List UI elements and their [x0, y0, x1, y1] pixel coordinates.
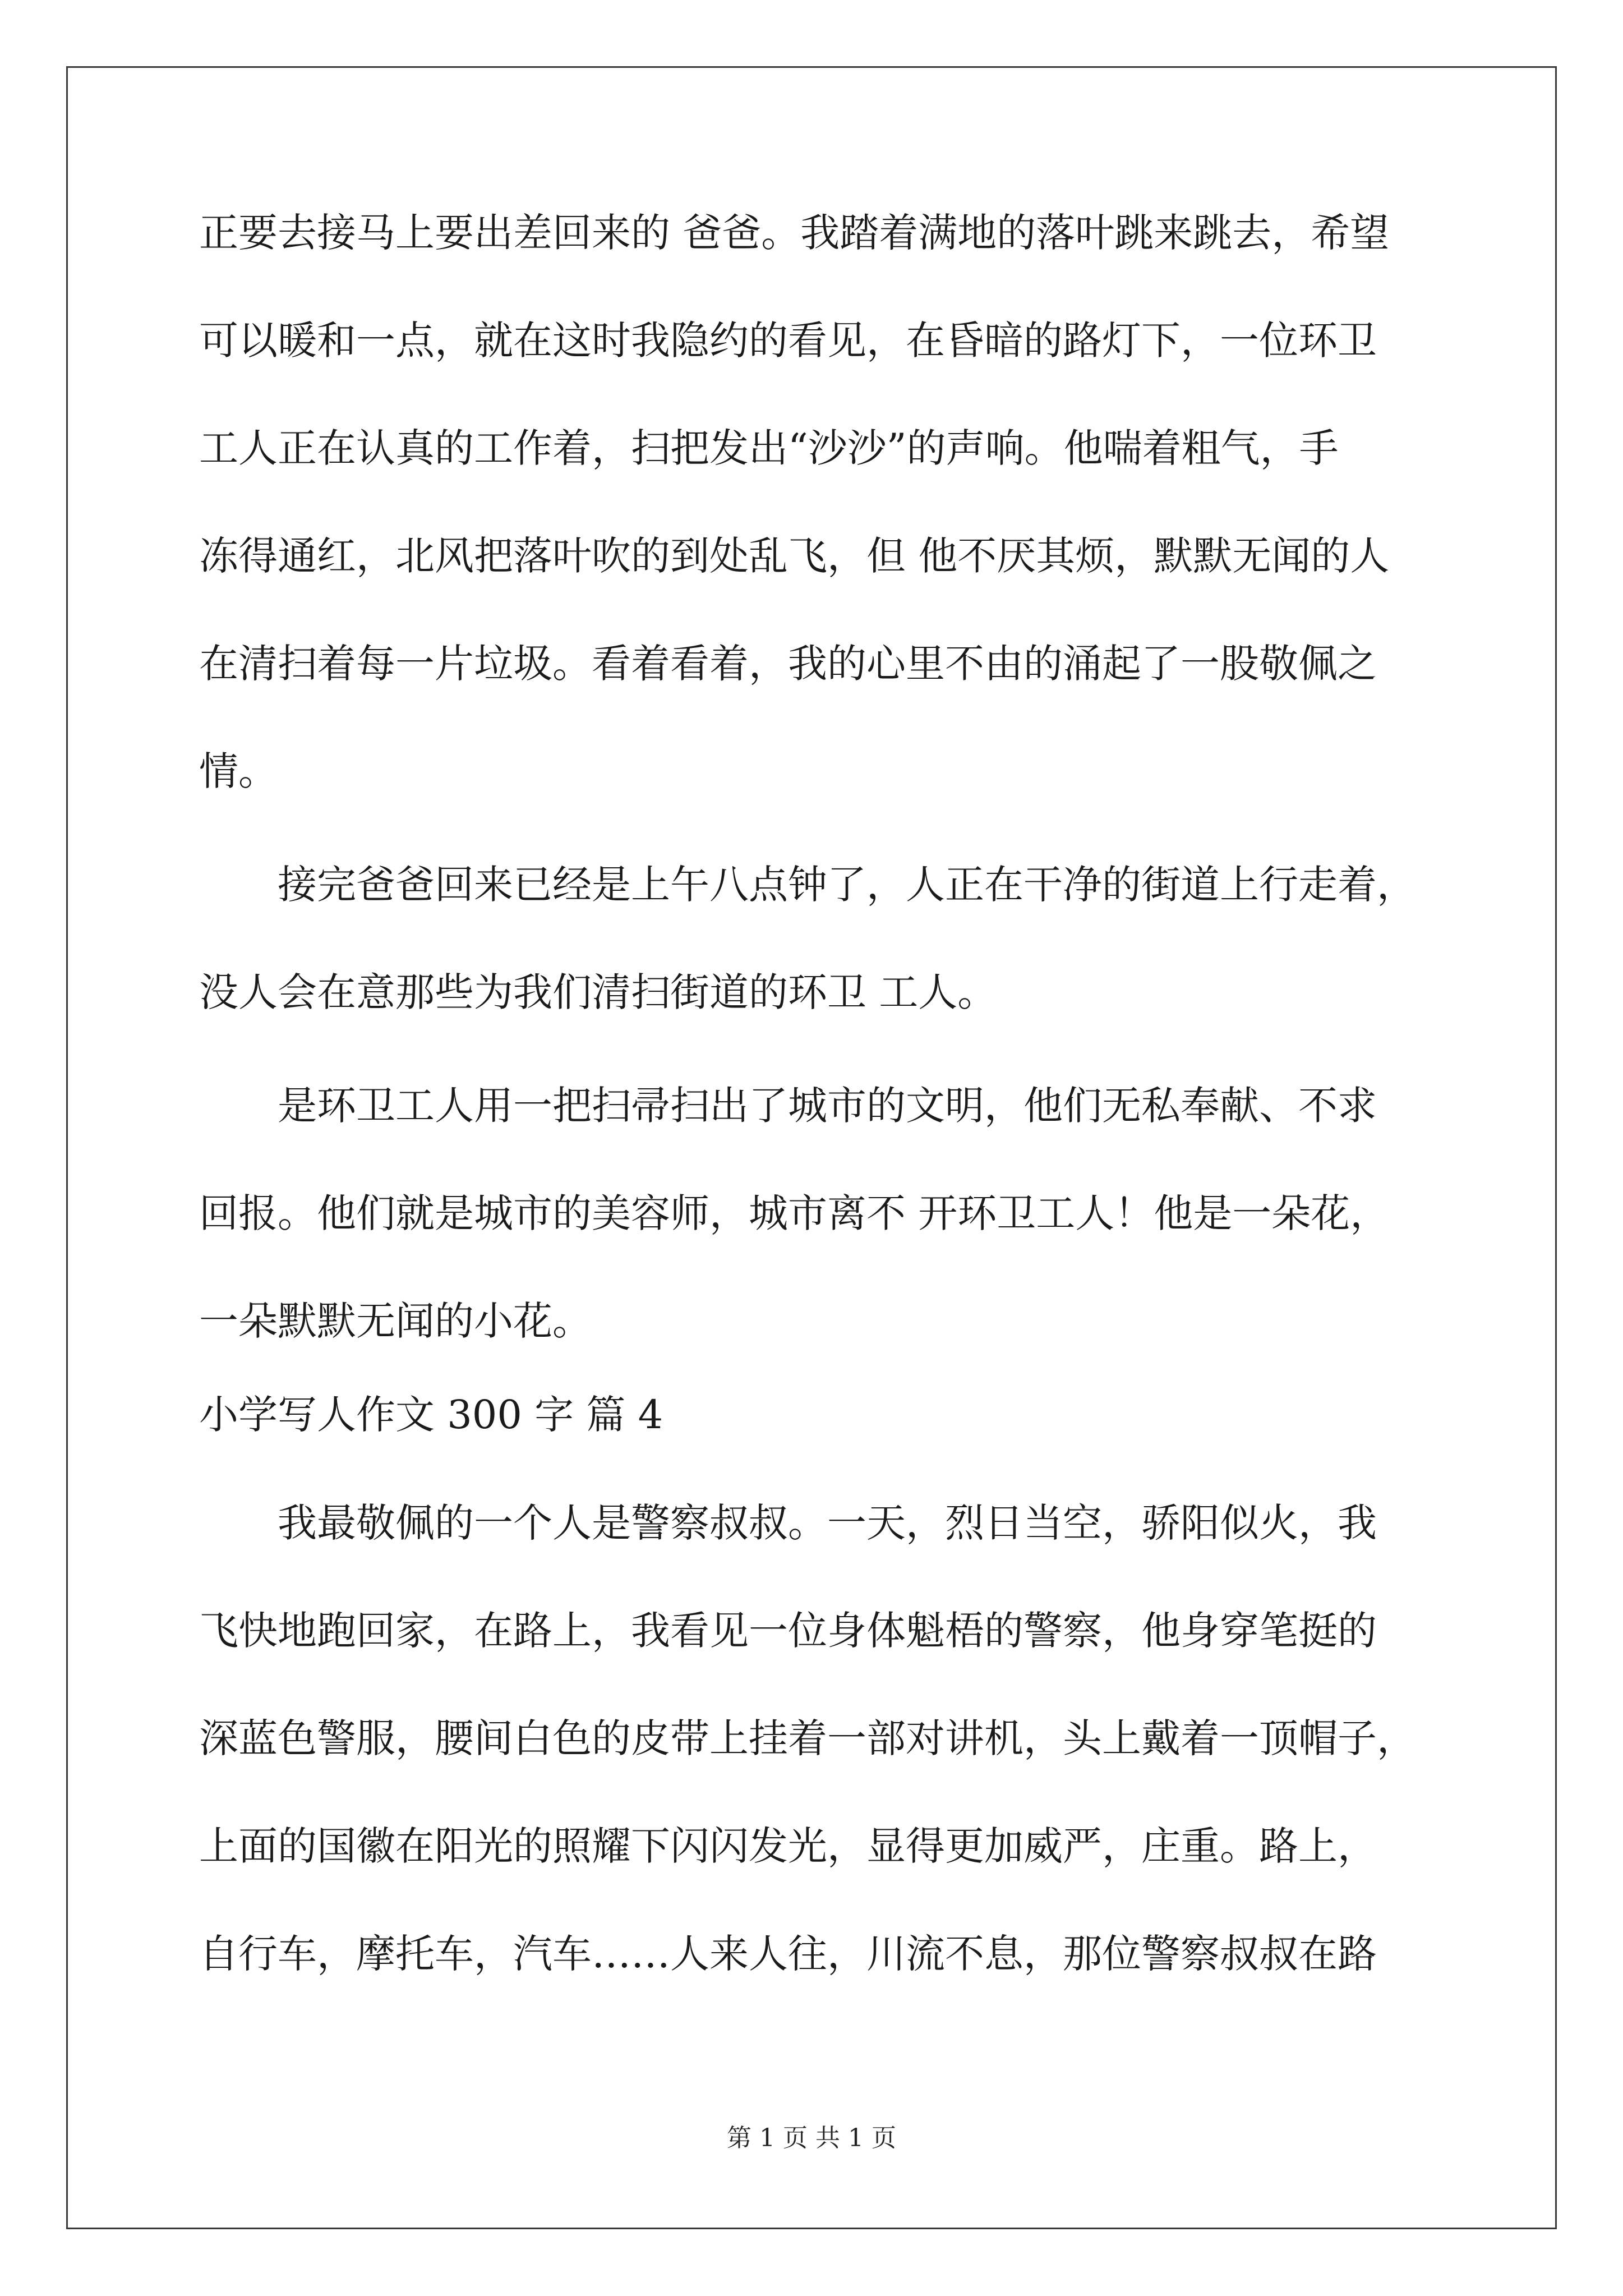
text-line: 接完爸爸回来已经是上午八点钟了，人正在干净的街道上行走着，	[199, 862, 1416, 908]
text-line: 飞快地跑回家，在路上，我看见一位身体魁梧的警察，他身穿笔挺的	[199, 1608, 1377, 1654]
text-line: 可以暖和一点，就在这时我隐约的看见，在昏暗的路灯下，一位环卫	[199, 318, 1377, 364]
text-line: 是环卫工人用一把扫帚扫出了城市的文明，他们无私奉献、不求	[199, 1083, 1377, 1129]
text-line: 一朵默默无闻的小花。	[199, 1298, 592, 1344]
text-line: 情。	[199, 748, 278, 794]
text-line: 自行车，摩托车，汽车……人来人往，川流不息，那位警察叔叔在路	[199, 1931, 1377, 1977]
text-line: 没人会在意那些为我们清扫街道的环卫 工人。	[199, 969, 997, 1015]
text-line: 正要去接马上要出差回来的 爸爸。我踏着满地的落叶跳来跳去，希望	[199, 210, 1390, 256]
text-line: 深蓝色警服，腰间白色的皮带上挂着一部对讲机，头上戴着一顶帽子，	[199, 1715, 1416, 1761]
text-line: 上面的国徽在阳光的照耀下闪闪发光，显得更加威严，庄重。路上，	[199, 1823, 1377, 1869]
text-line: 工人正在认真的工作着，扫把发出“沙沙”的声响。他喘着粗气，手	[199, 425, 1339, 471]
page-footer: 第 1 页 共 1 页	[727, 2124, 896, 2152]
text-line: 在清扫着每一片垃圾。看着看着，我的心里不由的涌起了一股敬佩之	[199, 641, 1377, 687]
text-line: 我最敬佩的一个人是警察叔叔。一天，烈日当空，骄阳似火，我	[199, 1500, 1377, 1546]
text-line: 回报。他们就是城市的美容师，城市离不 开环卫工人！他是一朵花，	[199, 1190, 1390, 1236]
page-border	[66, 66, 1557, 2229]
text-line: 冻得通红，北风把落叶吹的到处乱飞，但 他不厌其烦，默默无闻的人	[199, 533, 1390, 579]
section-heading: 小学写人作文 300 字 篇 4	[199, 1392, 663, 1438]
